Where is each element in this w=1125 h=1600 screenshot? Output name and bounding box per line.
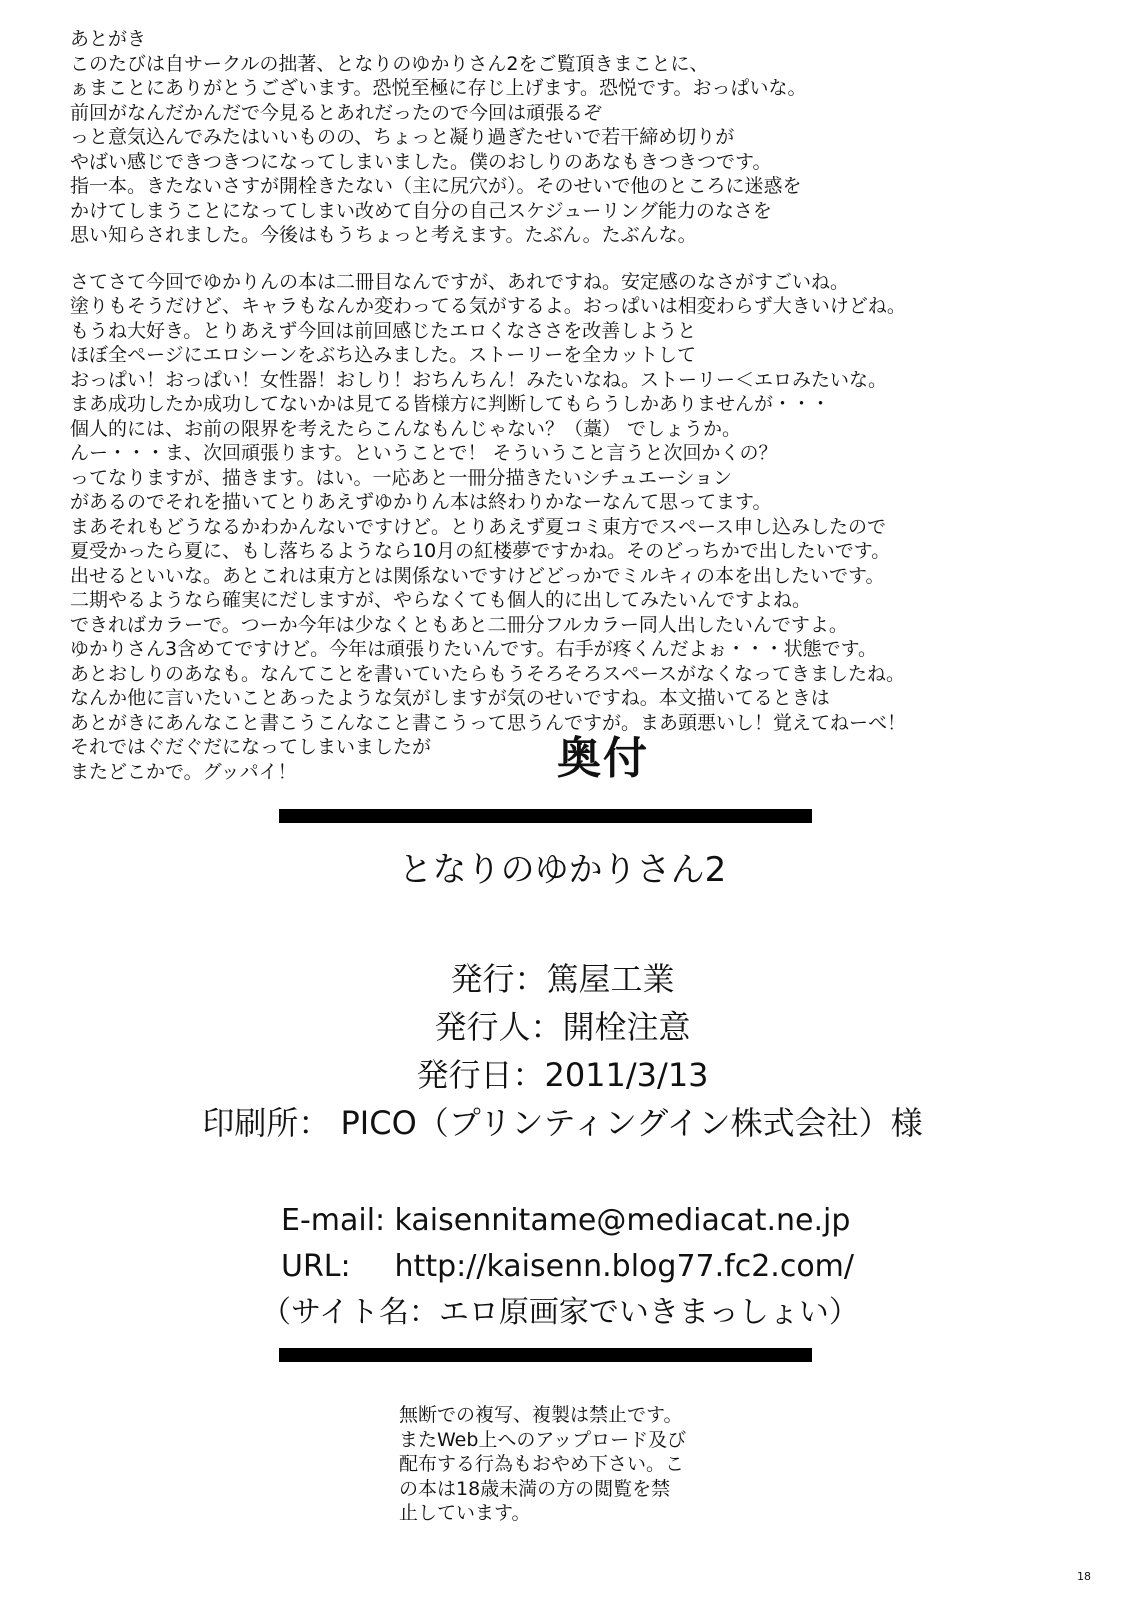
afterword-line: 塗りもそうだけど、キャラもなんか変わってる気がするよ。おっぱいは相変わらず大きいけどね。 <box>70 295 906 317</box>
afterword-line: 指一本。きたないさすが開栓きたない（主に尻穴が）。そのせいで他のところに迷惑を <box>70 175 802 197</box>
afterword-line: あとがきにあんなこと書こうこんなこと書こうって思うんですが。まあ頭悪いし！覚えてねーべ！ <box>70 711 907 734</box>
printer-credit: 印刷所： PICO（プリンティングイン株式会社）様 <box>202 1104 923 1142</box>
notice-line: 配布する行為もおやめ下さい。こ <box>399 1453 685 1475</box>
afterword-line: ほぼ全ページにエロシーンをぶち込みました。ストーリーを全カットして <box>70 344 697 366</box>
afterword-line: おっぱい！おっぱい！女性器！おしり！おちんちん！みたいなね。ストーリー＜エロみたいな。 <box>70 368 888 391</box>
afterword-paragraph-1 <box>70 27 1080 248</box>
copyright-notice <box>399 1403 686 1526</box>
closing-line: またどこかで。グッパイ！ <box>70 761 297 783</box>
afterword-line: あとおしりのあなも。なんてことを書いていたらもうそろそろスペースがなくなってきましたね。 <box>70 662 906 685</box>
paragraph-spacer <box>70 248 1080 270</box>
afterword-closing <box>70 735 431 785</box>
book-title: となりのゆかりさん2 <box>398 850 727 890</box>
afterword-line: 個人的には、お前の限界を考えたらこんなもんじゃない？（藁） でしょうか。 <box>70 417 742 440</box>
afterword-line: っと意気込んでみたはいいものの、ちょっと凝り過ぎたせいで若干締め切りが <box>70 126 735 148</box>
url-row <box>281 1244 859 1290</box>
afterword-line: さてさて今回でゆかりんの本は二冊目なんですが、あれですね。安定感のなさがすごいね。 <box>70 270 850 293</box>
bottom-divider <box>279 1348 812 1362</box>
email-address: kaisennitame@mediacat.ne.jp <box>394 1203 851 1238</box>
email-label: E-mail: <box>281 1203 386 1238</box>
site-url: http://kaisenn.blog77.fc2.com/ <box>394 1249 855 1284</box>
afterword-line: やばい感じできつきつになってしまいました。僕のおしりのあなもきつきつです。 <box>70 150 772 173</box>
afterword-line: まあそれもどうなるかわかんないですけど。とりあえず夏コミ東方でスペース申し込みしたので <box>70 515 887 538</box>
issuer-credit: 発行人：開栓注意 <box>434 1008 691 1046</box>
issue-date-credit: 発行日：2011/3/13 <box>416 1056 709 1094</box>
closing-line: それではぐだぐだになってしまいましたが <box>70 736 432 758</box>
afterword-line: があるのでそれを描いてとりあえずゆかりん本は終わりかなーなんて思ってます。 <box>70 491 772 513</box>
email-row <box>281 1198 859 1244</box>
notice-line: 無断での複写、複製は禁止です。 <box>399 1404 683 1426</box>
afterword-line: ぁまことにありがとうございます。恐悦至極に存じ上げます。恐悦です。おっぱいな。 <box>70 77 807 99</box>
publisher-credit: 発行：篤屋工業 <box>450 960 675 998</box>
top-divider <box>279 809 812 823</box>
afterword-line: このたびは自サークルの拙著、となりのゆかりさん2をご覧頂きまことに、 <box>70 52 709 75</box>
afterword-line: 前回がなんだかんだで今見るとあれだったので今回は頑張るぞ <box>70 101 603 124</box>
notice-line: の本は18歳未満の方の閲覧を禁 <box>399 1477 671 1500</box>
url-label: URL: <box>281 1249 351 1284</box>
notice-line: またWeb上へのアップロード及び <box>399 1428 687 1451</box>
afterword-line: ゆかりさん3含めてですけど。今年は頑張りたいんです。右手が疼くんだよぉ・・・状態です。 <box>70 638 878 660</box>
notice-line: 止しています。 <box>399 1502 531 1524</box>
afterword-line: 二期やるようなら確実にだしますが、やらなくても個人的に出してみたいんですよね。 <box>70 589 812 611</box>
afterword-line: できればカラーで。つーか今年は少なくともあと二冊分フルカラー同人出したいんですよ。 <box>70 613 848 636</box>
afterword-line: んー・・・ま、次回頑張ります。ということで！ そういうこと言うと次回かくの？ <box>70 442 778 464</box>
afterword-line: なんか他に言いたいことあったような気がしますが気のせいですね。本文描いてるときは <box>70 687 830 709</box>
afterword-line: 夏受かったら夏に、もし落ちるようなら10月の紅楼夢ですかね。そのどっちかで出したいです。 <box>70 540 891 562</box>
colophon-heading: 奥付 <box>557 733 649 784</box>
afterword <box>70 27 1080 735</box>
afterword-line: かけてしまうことになってしまい改めて自分の自己スケジューリング能力のなさを <box>70 199 772 222</box>
publication-credits <box>0 955 1125 1147</box>
afterword-heading: あとがき <box>70 28 147 50</box>
afterword-line: 出せるといいな。あとこれは東方とは関係ないですけどどっかでミルキィの本を出したいです。 <box>70 564 885 587</box>
afterword-paragraph-2 <box>70 270 1080 736</box>
afterword-line: 思い知らされました。今後はもうちょっと考えます。たぶん。たぶんな。 <box>70 224 697 246</box>
site-name: （サイト名：エロ原画家でいきまっしょい） <box>261 1295 859 1330</box>
afterword-line: まあ成功したか成功してないかは見てる皆様方に判断してもらうしかありませんが・・・ <box>70 393 831 415</box>
contact-info <box>261 1198 859 1336</box>
afterword-line: ってなりますが、描きます。はい。一応あと一冊分描きたいシチュエーション <box>70 466 733 489</box>
page-number: 18 <box>1077 1570 1091 1583</box>
afterword-line: もうね大好き。とりあえず今回は前回感じたエロくなささを改善しようと <box>70 319 697 342</box>
